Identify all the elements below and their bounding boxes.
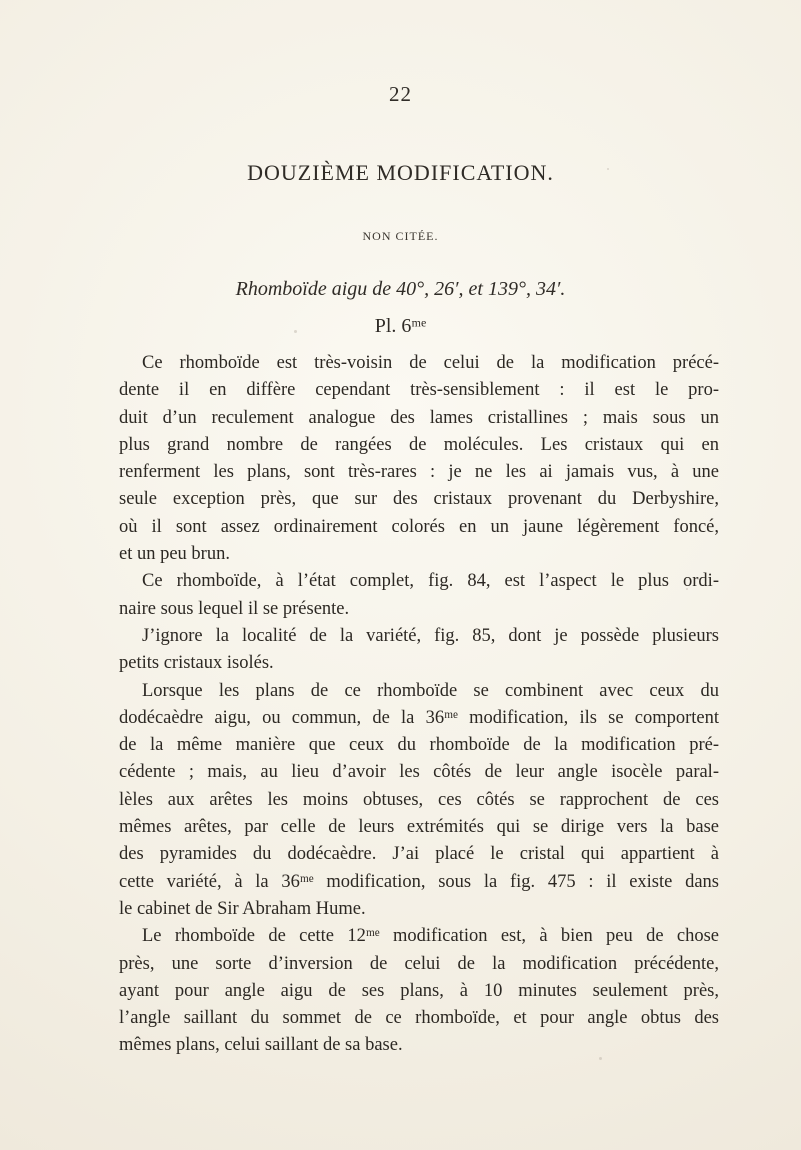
text-line: duit d’un reculement analogue des lames cristallines ; mais sous un — [119, 407, 719, 428]
section-title: DOUZIÈME MODIFICATION. — [247, 160, 554, 185]
crystal-heading: Rhomboïde aigu de 40°, 26′, et 139°, 34′. — [235, 278, 566, 300]
text-line: mêmes plans, celui saillant de sa base. — [119, 1035, 403, 1056]
text-line: mêmes arêtes, par celle de leurs extrémités qui se dirige vers la base — [119, 817, 719, 838]
text-line: l’angle saillant du sommet de ce rhomboïde, et pour angle obtus des — [119, 1008, 719, 1029]
text-line: ayant pour angle aigu de ses plans, à 10 minutes seulement près, — [119, 980, 719, 1001]
text-line: près, une sorte d’inversion de celui de la modification précédente, — [119, 953, 719, 974]
text-line: des pyramides du dodécaèdre. J’ai placé le cristal qui appartient à — [119, 844, 719, 865]
text-line: de la même manière que ceux du rhomboïde de la modification pré- — [119, 735, 719, 756]
text-line: cette variété, à la 36ᵐᵉ modification, sous la fig. 475 : il existe dans — [119, 871, 719, 892]
text-line: naire sous lequel il se présente. — [119, 598, 350, 619]
text-line: dodécaèdre aigu, ou commun, de la 36ᵐᵉ modification, ils se comportent — [119, 707, 719, 728]
body-text — [119, 350, 719, 1060]
text-line: et un peu brun. — [119, 544, 230, 565]
page-number: 22 — [389, 82, 412, 106]
text-line: où il sont assez ordinairement colorés en un jaune légèrement foncé, — [119, 516, 719, 537]
text-line: Ce rhomboïde est très-voisin de celui de la modification précé- — [142, 353, 719, 373]
text-line: cédente ; mais, au lieu d’avoir les côtés de leur angle isocèle paral- — [119, 762, 719, 783]
text-line: J’ignore la localité de la variété, fig. 85, dont je possède plusieurs — [142, 625, 719, 646]
text-line: seule exception près, que sur des cristaux provenant du Derbyshire, — [119, 489, 719, 510]
text-line: Lorsque les plans de ce rhomboïde se combinent avec ceux du — [142, 680, 719, 701]
section-subtitle: NON CITÉE. — [362, 229, 439, 243]
text-line: dente il en diffère cependant très-sensiblement : il est le pro- — [119, 380, 719, 401]
plate-reference: Pl. 6ᵐᵉ — [374, 315, 427, 337]
text-line: Le rhomboïde de cette 12ᵐᵉ modification est, à bien peu de chose — [142, 926, 719, 947]
text-line: petits cristaux isolés. — [119, 653, 274, 674]
text-line: lèles aux arêtes les moins obtuses, ces côtés se rapprochent de ces — [119, 789, 719, 810]
text-line: renferment les plans, sont très-rares : je ne les ai jamais vus, à une — [119, 462, 719, 483]
text-line: Ce rhomboïde, à l’état complet, fig. 84, est l’aspect le plus ordi- — [142, 571, 719, 592]
text-line: le cabinet de Sir Abraham Hume. — [119, 898, 366, 919]
text-line: plus grand nombre de rangées de molécules. Les cristaux qui en — [119, 434, 719, 455]
